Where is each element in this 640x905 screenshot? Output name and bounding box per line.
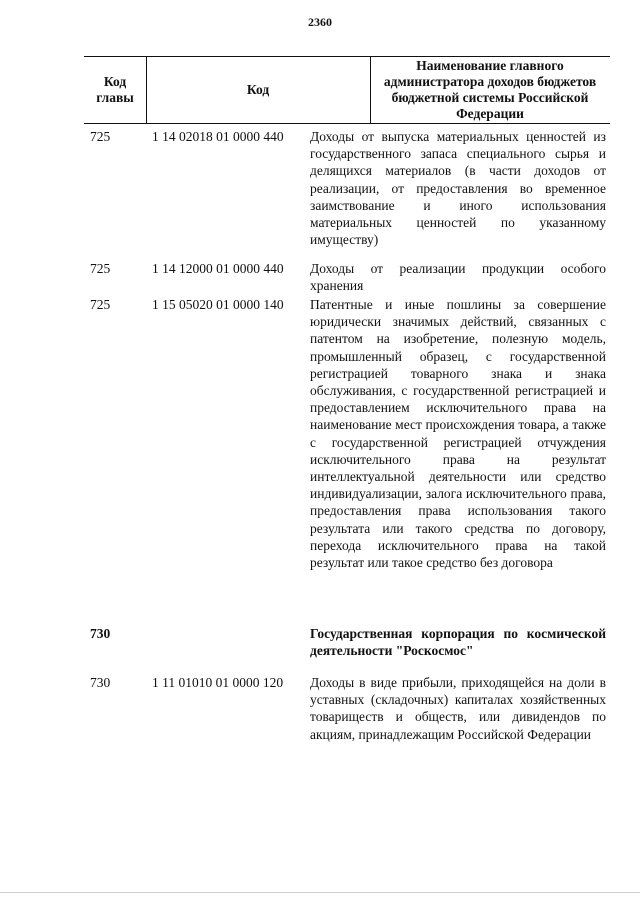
row-text: Доходы от реализации продукции особого хранения bbox=[310, 261, 606, 294]
header-col-kod: Код bbox=[146, 57, 371, 123]
section-glava: 730 bbox=[90, 626, 111, 641]
section-title: Государственная корпорация по космической деятельности "Роскосмос" bbox=[310, 626, 606, 659]
row-glava: 725 bbox=[90, 261, 111, 276]
row-glava: 725 bbox=[90, 129, 111, 144]
row-code: 1 14 12000 01 0000 440 bbox=[152, 261, 284, 276]
row-code: 1 15 05020 01 0000 140 bbox=[152, 297, 284, 312]
page-bottom-rule bbox=[0, 892, 640, 893]
row-code: 1 14 02018 01 0000 440 bbox=[152, 129, 284, 144]
header-col-name: Наименование главного администратора доходов бюджетов бюджетной системы Российской Федерации bbox=[383, 58, 597, 121]
row-text: Доходы в виде прибыли, приходящейся на доли в уставных (складочных) капиталах хозяйственных товариществ и обществ, или дивидендов по акциям, принадлежащим Российской Федерации bbox=[310, 675, 606, 742]
header-col-glava: Код главы bbox=[84, 57, 147, 123]
row-glava: 725 bbox=[90, 297, 111, 312]
table-header bbox=[84, 56, 610, 124]
row-glava: 730 bbox=[90, 675, 111, 690]
row-text: Доходы от выпуска материальных ценностей из государственного запаса специального сырья и делящихся материалов (в части доходов от реализации, от предоставления во временное заимствование и иного использования материальных ценностей по указанному имуществу) bbox=[310, 129, 606, 248]
row-text: Патентные и иные пошлины за совершение юридически значимых действий, связанных с патентом на изобретение, полезную модель, промышленный образец, с государственной регистрацией товарного знака и знака обслуживания, с государственной регистрацией и предоставлением исключительного права на наименование мест происхождения товара, а также с государственной регистрацией отчуждения исключительного права на результат интеллектуальной деятельности или средство индивидуализации, залога исключительного права, предоставления права использования такого результата или такого средства по договору, перехода исключительного права на такой результат или такое средство без договора bbox=[310, 297, 606, 571]
row-code: 1 11 01010 01 0000 120 bbox=[152, 675, 284, 690]
page-number: 2360 bbox=[308, 15, 332, 29]
